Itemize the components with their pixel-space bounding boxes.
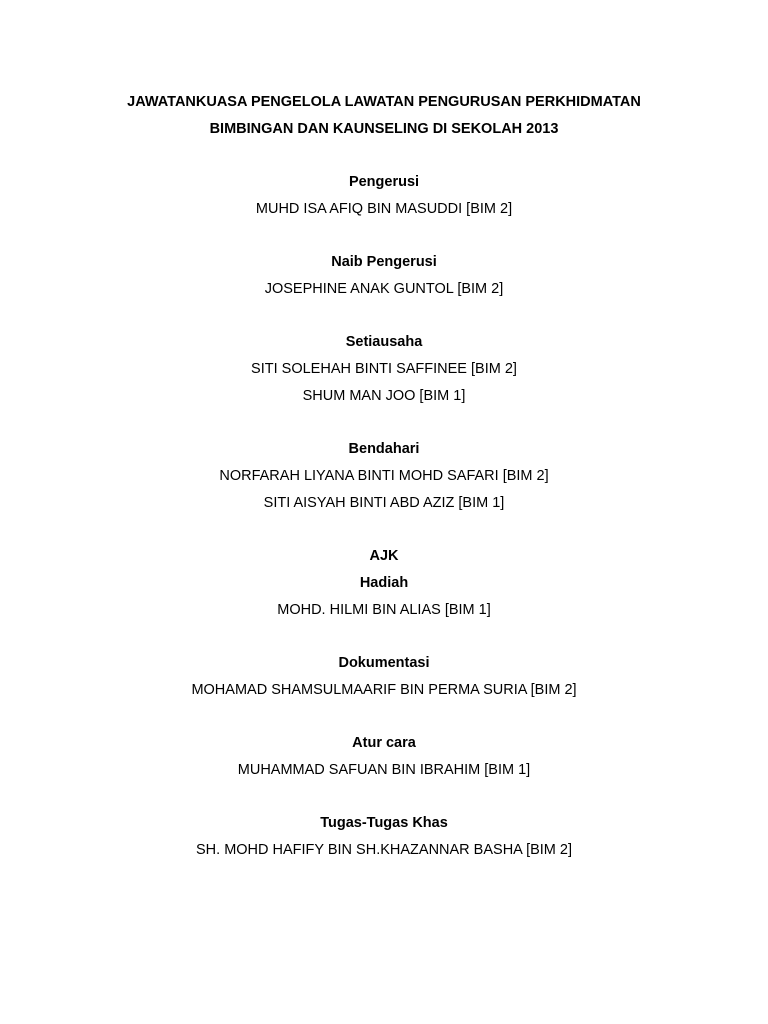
heading-dokumentasi: Dokumentasi: [338, 655, 430, 671]
heading-tugas-khas: Tugas-Tugas Khas: [320, 815, 448, 831]
document-title-line-2: BIMBINGAN DAN KAUNSELING DI SEKOLAH 2013: [209, 121, 559, 137]
member-tugas-khas-1: SH. MOHD HAFIFY BIN SH.KHAZANNAR BASHA [BIM 2]: [196, 842, 572, 858]
member-atur-cara-1: MUHAMMAD SAFUAN BIN IBRAHIM [BIM 1]: [237, 762, 531, 778]
member-bendahari-2: SITI AISYAH BINTI ABD AZIZ [BIM 1]: [263, 495, 505, 511]
heading-naib-pengerusi: Naib Pengerusi: [331, 254, 437, 270]
member-bendahari-1: NORFARAH LIYANA BINTI MOHD SAFARI [BIM 2]: [219, 468, 549, 484]
heading-ajk: AJK: [369, 548, 399, 564]
heading-hadiah: Hadiah: [359, 575, 409, 591]
member-naib-pengerusi-1: JOSEPHINE ANAK GUNTOL [BIM 2]: [264, 281, 504, 297]
member-pengerusi-1: MUHD ISA AFIQ BIN MASUDDI [BIM 2]: [255, 201, 513, 217]
document-title-line-1: JAWATANKUASA PENGELOLA LAWATAN PENGURUSAN PERKHIDMATAN: [127, 94, 641, 110]
heading-setiausaha: Setiausaha: [345, 334, 423, 350]
heading-atur-cara: Atur cara: [352, 735, 416, 751]
member-dokumentasi-1: MOHAMAD SHAMSULMAARIF BIN PERMA SURIA [BIM 2]: [191, 682, 577, 698]
member-hadiah-1: MOHD. HILMI BIN ALIAS [BIM 1]: [277, 602, 491, 618]
heading-pengerusi: Pengerusi: [348, 174, 420, 190]
member-setiausaha-1: SITI SOLEHAH BINTI SAFFINEE [BIM 2]: [251, 361, 517, 377]
member-setiausaha-2: SHUM MAN JOO [BIM 1]: [302, 388, 466, 404]
heading-bendahari: Bendahari: [348, 441, 420, 457]
